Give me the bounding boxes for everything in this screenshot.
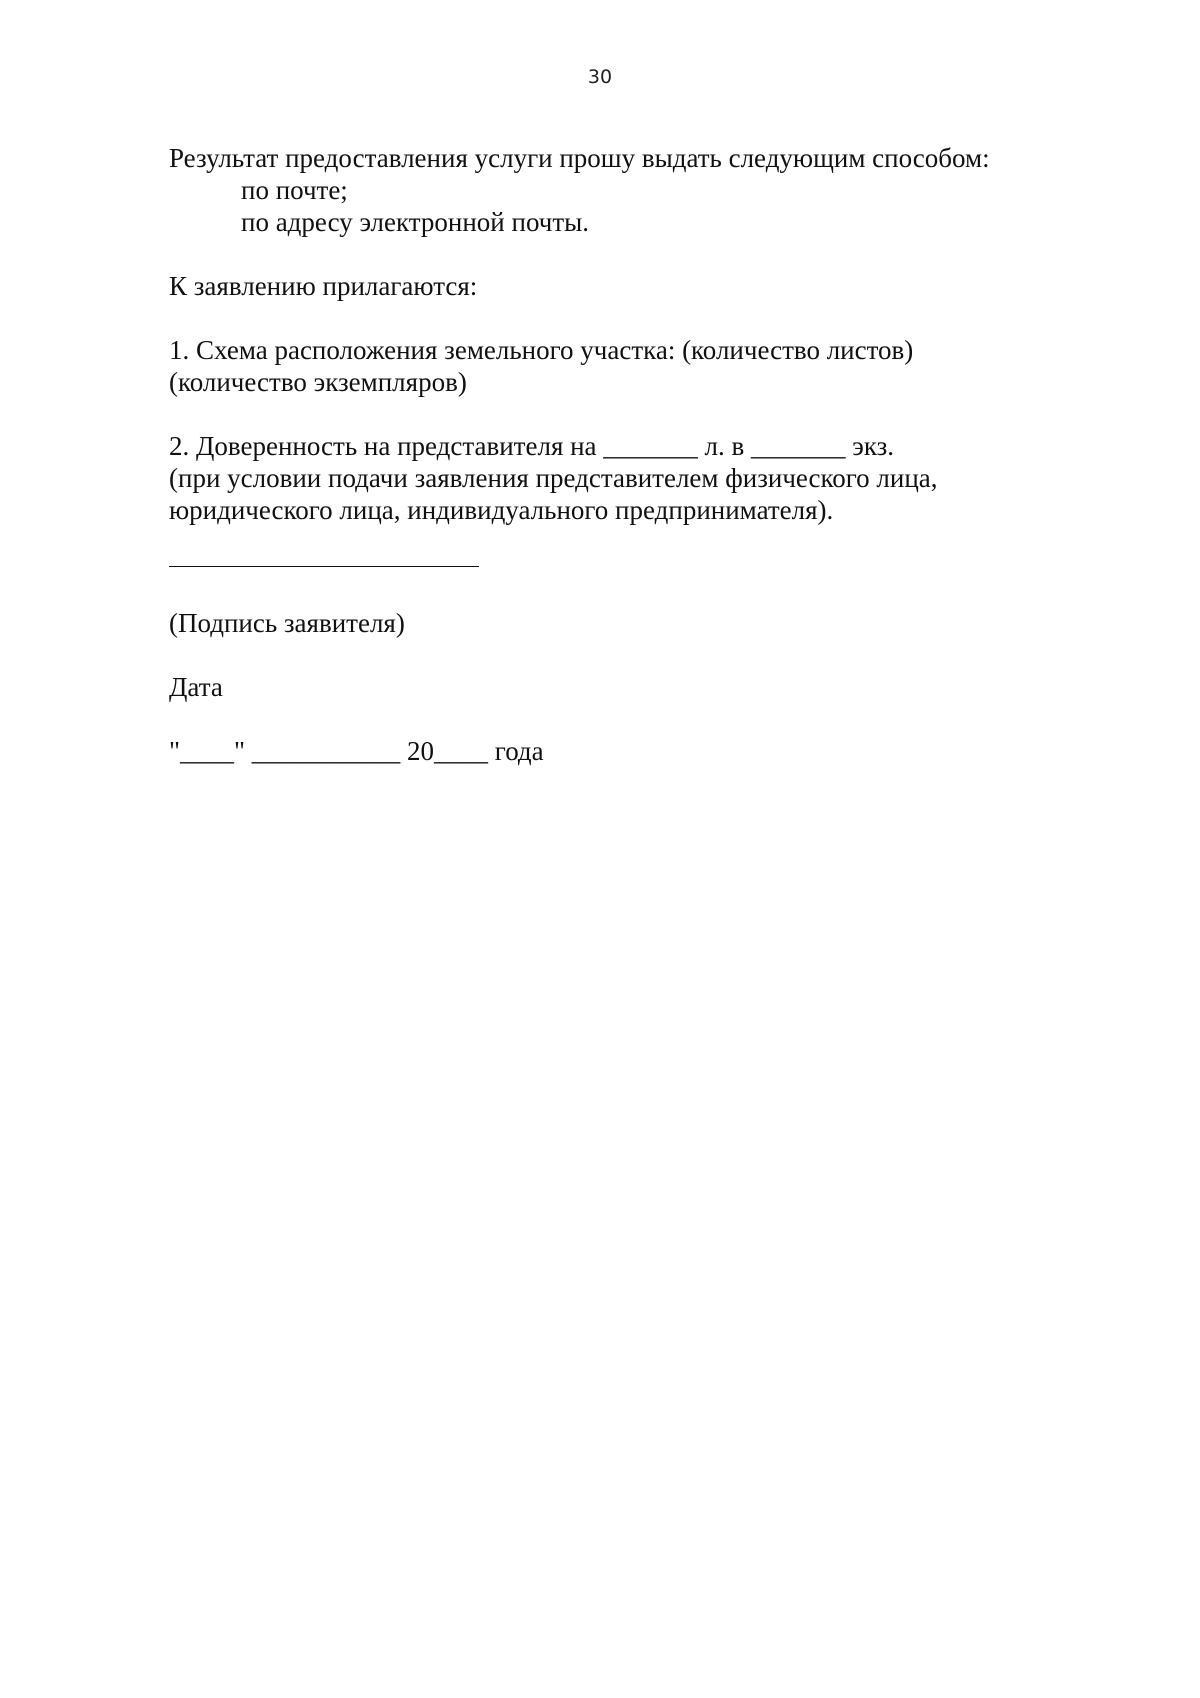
delivery-heading: Результат предоставления услуги прошу выдать следующим способом: (169, 143, 990, 173)
date-label: Дата (169, 672, 223, 702)
signature-caption: (Подпись заявителя) (169, 608, 405, 638)
delivery-option-email: по адресу электронной почты. (241, 207, 590, 237)
page-number: 30 (587, 66, 613, 88)
document-body (169, 142, 1089, 767)
attachment-item-2-line-1: 2. Доверенность на представителя на _______ л. в _______ экз. (169, 431, 895, 461)
attachment-item-1-line-1: 1. Схема расположения земельного участка: (количество листов) (169, 335, 914, 365)
signature-line (169, 566, 479, 567)
attachment-item-1-line-2: (количество экземпляров) (169, 367, 467, 397)
attachments-heading: К заявлению прилагаются: (169, 271, 478, 301)
attachment-item-2-line-3: юридического лица, индивидуального предпринимателя). (169, 495, 834, 525)
attachment-item-2-line-2: (при условии подачи заявления представителем физического лица, (169, 463, 938, 493)
date-line: "____" ___________ 20____ года (169, 736, 544, 766)
delivery-option-mail: по почте; (241, 175, 348, 205)
